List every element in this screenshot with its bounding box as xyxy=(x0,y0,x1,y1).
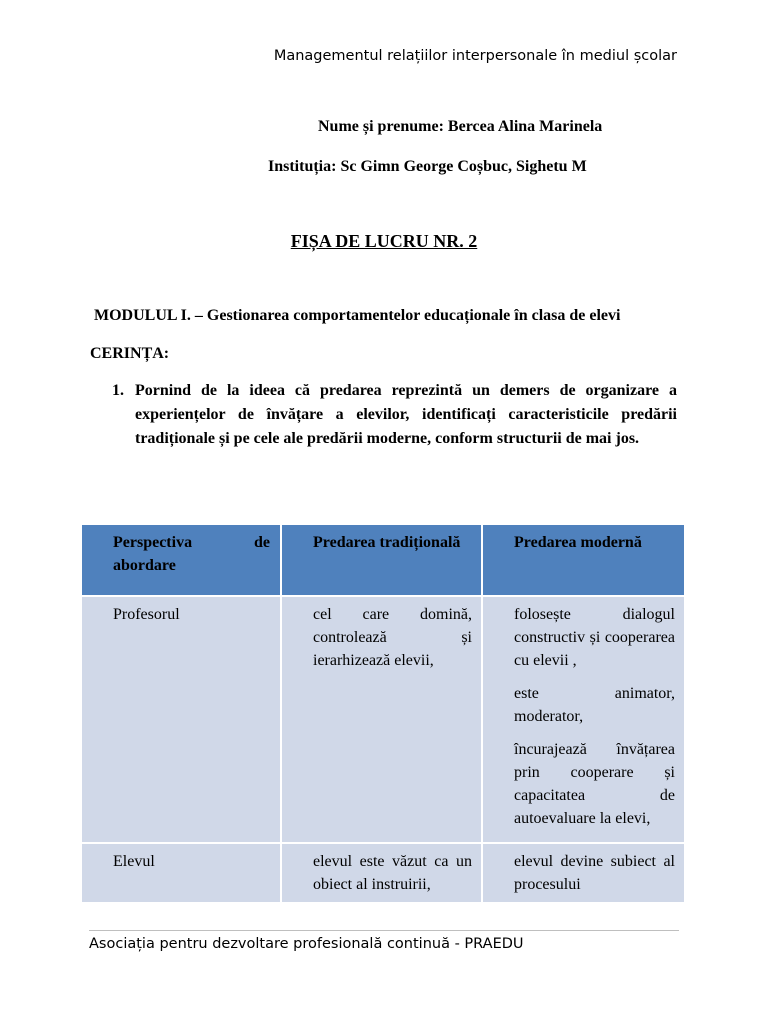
cell-paragraph: folosește dialogul constructiv și cooperarea cu elevii , xyxy=(514,606,675,669)
requirement-item xyxy=(112,379,677,451)
module-heading: MODULUL I. – Gestionarea comportamentelor educaționale în clasa de elevi xyxy=(94,307,621,324)
cell-traditional xyxy=(282,597,483,844)
document-title: FIȘA DE LUCRU NR. 2 xyxy=(290,231,478,251)
cell-perspective: Profesorul xyxy=(82,597,282,844)
author-institution-line: Instituția: Sc Gimn George Coșbuc, Sighetu M xyxy=(268,158,587,175)
requirement-text: Pornind de la ideea că predarea reprezintă un demers de organizare a experiențelor de învățare a elevilor, identificați caracteristicile predării tradiționale și pe cele ale predării moderne, conform structurii de mai jos. xyxy=(135,382,677,447)
requirement-heading: CERINȚA: xyxy=(90,345,170,362)
footer-text: Asociația pentru dezvoltare profesională continuă - PRAEDU xyxy=(89,936,524,952)
cell-modern xyxy=(483,844,684,904)
header-perspective: Perspectiva de abordare xyxy=(82,525,282,597)
cell-paragraph: este animator, moderator, xyxy=(514,685,675,725)
running-header: Managementul relațiilor interpersonale în mediul școlar xyxy=(273,48,677,64)
footer-divider xyxy=(89,930,679,931)
cell-paragraph: elevul este văzut ca un obiect al instruirii, xyxy=(313,853,472,893)
cell-paragraph: elevul devine subiect al procesului xyxy=(514,853,675,893)
cell-modern xyxy=(483,597,684,844)
cell-traditional xyxy=(282,844,483,904)
cell-paragraph: încurajează învățarea prin cooperare și capacitatea de autoevaluare la elevi, xyxy=(514,741,675,827)
table-row xyxy=(82,597,684,844)
table-row xyxy=(82,844,684,904)
teaching-comparison-table xyxy=(82,525,684,904)
cell-perspective: Elevul xyxy=(82,844,282,904)
header-traditional: Predarea tradițională xyxy=(282,525,483,597)
cell-paragraph: cel care domină, controlează și ierarhizează elevii, xyxy=(313,606,472,669)
author-name-line: Nume și prenume: Bercea Alina Marinela xyxy=(318,118,603,135)
requirement-number: 1. xyxy=(112,382,124,399)
header-modern: Predarea modernă xyxy=(483,525,684,597)
teaching-comparison-table-wrapper xyxy=(82,525,684,918)
requirement-list xyxy=(112,379,677,451)
table-header-row xyxy=(82,525,684,597)
